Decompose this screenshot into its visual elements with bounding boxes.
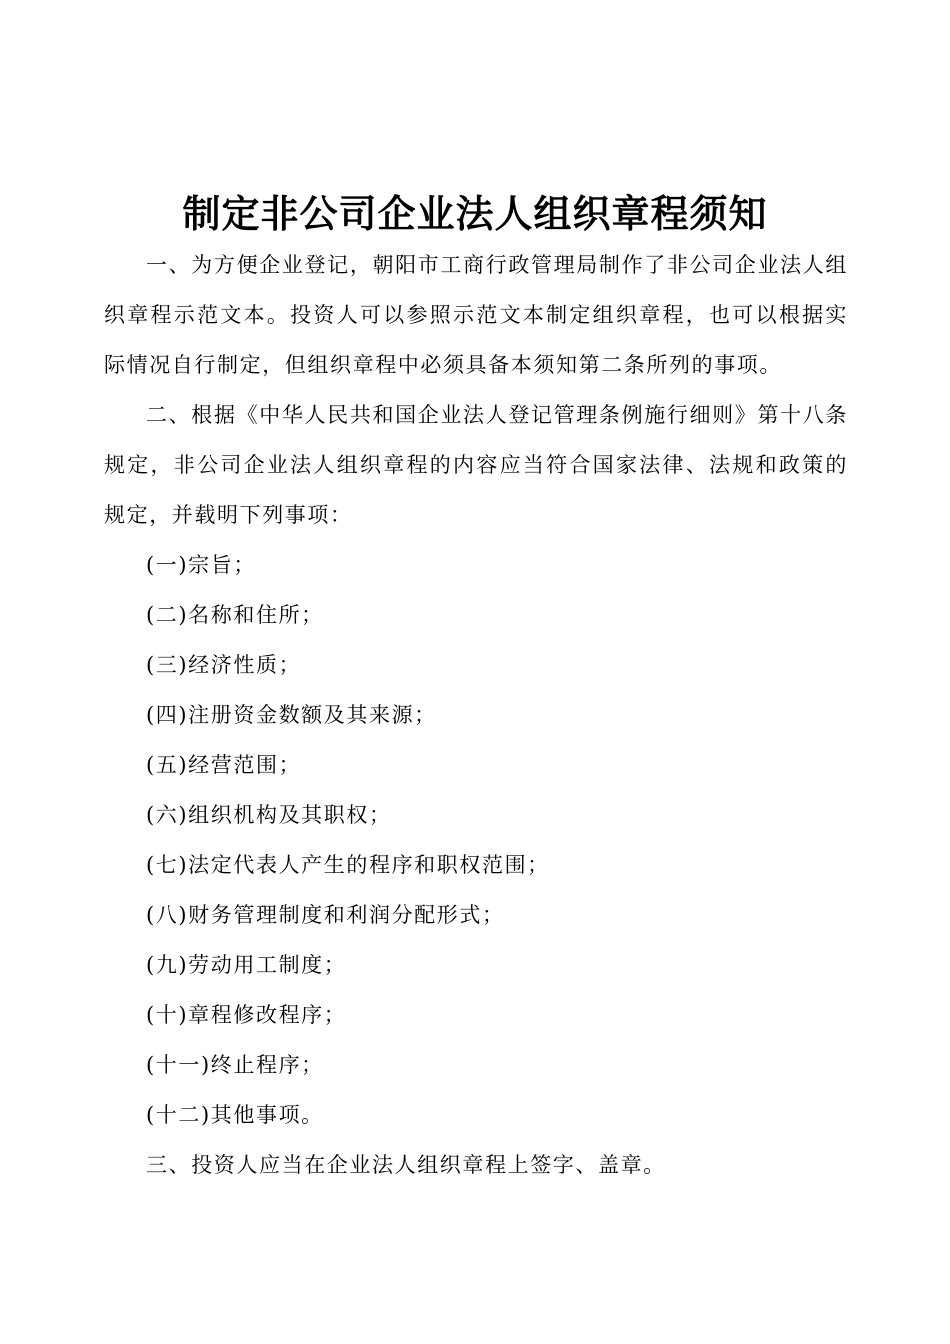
list-item: (十二)其他事项。	[146, 1103, 324, 1127]
paragraph-2: 二、根据《中华人民共和国企业法人登记管理条例施行细则》第十八条规定，非公司企业法人组织章程的内容应当符合国家法律、法规和政策的规定，并载明下列事项：	[104, 403, 848, 527]
list-item: (九)劳动用工制度；	[146, 953, 347, 977]
list-item: (十)章程修改程序；	[146, 1003, 347, 1027]
list-item: (一)宗旨；	[146, 553, 256, 577]
list-item: (四)注册资金数额及其来源；	[146, 703, 437, 727]
list-item: (二)名称和住所；	[146, 603, 324, 627]
document-body	[104, 240, 848, 1190]
list-item: (三)经济性质；	[146, 653, 302, 677]
list-item: (十一)终止程序；	[146, 1053, 324, 1077]
list-item: (六)组织机构及其职权；	[146, 803, 392, 827]
list-item: (八)财务管理制度和利润分配形式；	[146, 903, 505, 927]
list-item: (七)法定代表人产生的程序和职权范围；	[146, 853, 550, 877]
list-item: (五)经营范围；	[146, 753, 302, 777]
paragraph-3: 三、投资人应当在企业法人组织章程上签字、盖章。	[146, 1153, 666, 1177]
document-title: 制定非公司企业法人组织章程须知	[182, 192, 768, 236]
paragraph-1: 一、为方便企业登记，朝阳市工商行政管理局制作了非公司企业法人组织章程示范文本。投资人可以参照示范文本制定组织章程，也可以根据实际情况自行制定，但组织章程中必须具备本须知第二条所列的事项。	[104, 253, 848, 377]
